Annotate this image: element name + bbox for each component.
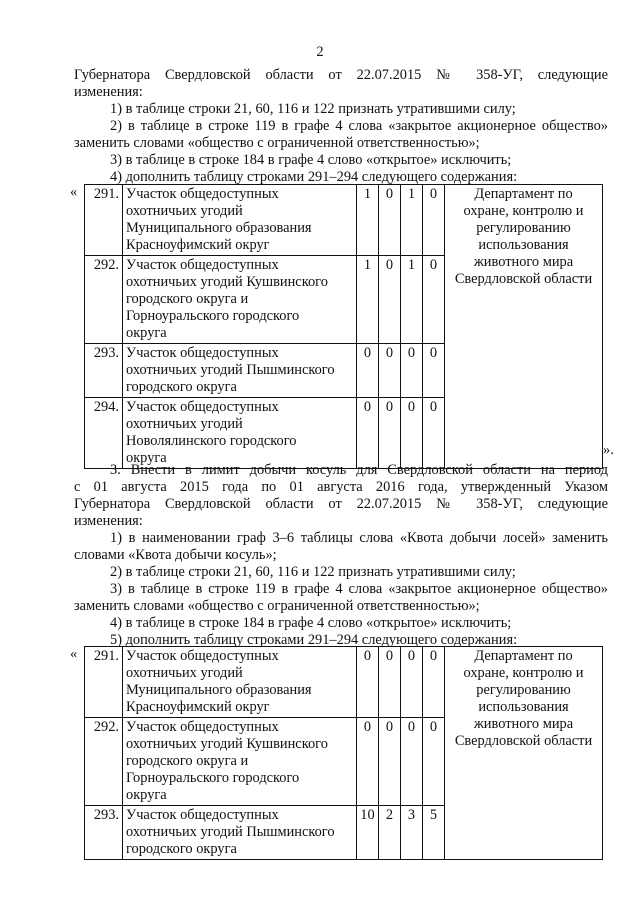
paragraph-line: заменить словами «общество с ограниченной ответственностью»; bbox=[74, 598, 480, 614]
close-quote: ». bbox=[603, 442, 614, 458]
paragraph-line: 2) в таблице строки 21, 60, 116 и 122 признать утратившими силу; bbox=[110, 564, 516, 580]
table-row bbox=[85, 647, 603, 718]
row-number: 294. bbox=[85, 398, 123, 469]
paragraph-line: с 01 августа 2015 года по 01 августа 2016 года, утвержденный Указом bbox=[74, 479, 608, 495]
area-name: Участок общедоступных охотничьих угодий Муниципального образования Красноуфимский округ bbox=[123, 185, 357, 256]
area-name: Участок общедоступных охотничьих угодий Новолялинского городского округа bbox=[123, 398, 357, 469]
quota-value: 0 bbox=[423, 185, 445, 256]
paragraph-line: 1) в наименовании граф 3–6 таблицы слова «Квота добычи лосей» заменить bbox=[110, 530, 608, 546]
quota-value: 3 bbox=[401, 806, 423, 860]
quota-value: 1 bbox=[357, 185, 379, 256]
row-number: 292. bbox=[85, 718, 123, 806]
quota-value: 0 bbox=[379, 185, 401, 256]
quota-value: 0 bbox=[423, 344, 445, 398]
area-name: Участок общедоступных охотничьих угодий Пышминского городского округа bbox=[123, 806, 357, 860]
paragraph-line: 3. Внести в лимит добычи косуль для Свердловской области на период bbox=[110, 462, 608, 478]
quota-value: 0 bbox=[423, 256, 445, 344]
limit-table-1 bbox=[84, 184, 603, 469]
quota-value: 0 bbox=[423, 718, 445, 806]
quota-value: 0 bbox=[379, 256, 401, 344]
page-number: 2 bbox=[316, 44, 324, 60]
quota-value: 5 bbox=[423, 806, 445, 860]
quota-value: 2 bbox=[379, 806, 401, 860]
paragraph-line: Губернатора Свердловской области от 22.07.2015 № 358-УГ, следующие bbox=[74, 67, 608, 83]
open-quote: « bbox=[70, 184, 78, 200]
paragraph-line: 1) в таблице строки 21, 60, 116 и 122 признать утратившими силу; bbox=[110, 101, 516, 117]
paragraph-line: словами «Квота добычи косуль»; bbox=[74, 547, 277, 563]
quota-value: 1 bbox=[401, 185, 423, 256]
table-row bbox=[85, 185, 603, 256]
paragraph-line: изменения: bbox=[74, 84, 143, 100]
quota-value: 0 bbox=[379, 344, 401, 398]
row-number: 292. bbox=[85, 256, 123, 344]
paragraph-line: 2) в таблице в строке 119 в графе 4 слова «закрытое акционерное общество» bbox=[110, 118, 608, 134]
row-number: 291. bbox=[85, 647, 123, 718]
quota-value: 0 bbox=[379, 398, 401, 469]
quota-value: 0 bbox=[379, 718, 401, 806]
quota-value: 0 bbox=[357, 344, 379, 398]
limit-table-2 bbox=[84, 646, 603, 860]
area-name: Участок общедоступных охотничьих угодий Пышминского городского округа bbox=[123, 344, 357, 398]
quota-value: 0 bbox=[401, 647, 423, 718]
paragraph-line: 4) дополнить таблицу строками 291–294 следующего содержания: bbox=[110, 169, 518, 185]
paragraph-line: Губернатора Свердловской области от 22.07.2015 № 358-УГ, следующие bbox=[74, 496, 608, 512]
quota-value: 0 bbox=[401, 344, 423, 398]
area-name: Участок общедоступных охотничьих угодий Кушвинского городского округа и Горноуральского городского округа bbox=[123, 718, 357, 806]
quota-value: 1 bbox=[401, 256, 423, 344]
quota-value: 10 bbox=[357, 806, 379, 860]
paragraph-line: 4) в таблице в строке 184 в графе 4 слово «открытое» исключить; bbox=[110, 615, 512, 631]
paragraph-line: изменения: bbox=[74, 513, 143, 529]
area-name: Участок общедоступных охотничьих угодий Муниципального образования Красноуфимский округ bbox=[123, 647, 357, 718]
quota-value: 0 bbox=[423, 398, 445, 469]
quota-value: 0 bbox=[357, 718, 379, 806]
quota-value: 0 bbox=[357, 647, 379, 718]
quota-value: 1 bbox=[357, 256, 379, 344]
quota-value: 0 bbox=[357, 398, 379, 469]
row-number: 293. bbox=[85, 806, 123, 860]
quota-value: 0 bbox=[401, 398, 423, 469]
paragraph-line: заменить словами «общество с ограниченной ответственностью»; bbox=[74, 135, 480, 151]
area-name: Участок общедоступных охотничьих угодий Кушвинского городского округа и Горноуральского городского округа bbox=[123, 256, 357, 344]
paragraph-line: 3) в таблице в строке 184 в графе 4 слово «открытое» исключить; bbox=[110, 152, 512, 168]
paragraph-line: 3) в таблице в строке 119 в графе 4 слова «закрытое акционерное общество» bbox=[110, 581, 608, 597]
department-cell: Департамент по охране, контролю и регулированию использования животного мира Свердловской области bbox=[445, 185, 603, 469]
row-number: 291. bbox=[85, 185, 123, 256]
row-number: 293. bbox=[85, 344, 123, 398]
quota-value: 0 bbox=[401, 718, 423, 806]
open-quote: « bbox=[70, 646, 78, 662]
department-cell: Департамент по охране, контролю и регулированию использования животного мира Свердловской области bbox=[445, 647, 603, 860]
quota-value: 0 bbox=[423, 647, 445, 718]
paragraph-line: 5) дополнить таблицу строками 291–294 следующего содержания: bbox=[110, 632, 518, 648]
quota-value: 0 bbox=[379, 647, 401, 718]
